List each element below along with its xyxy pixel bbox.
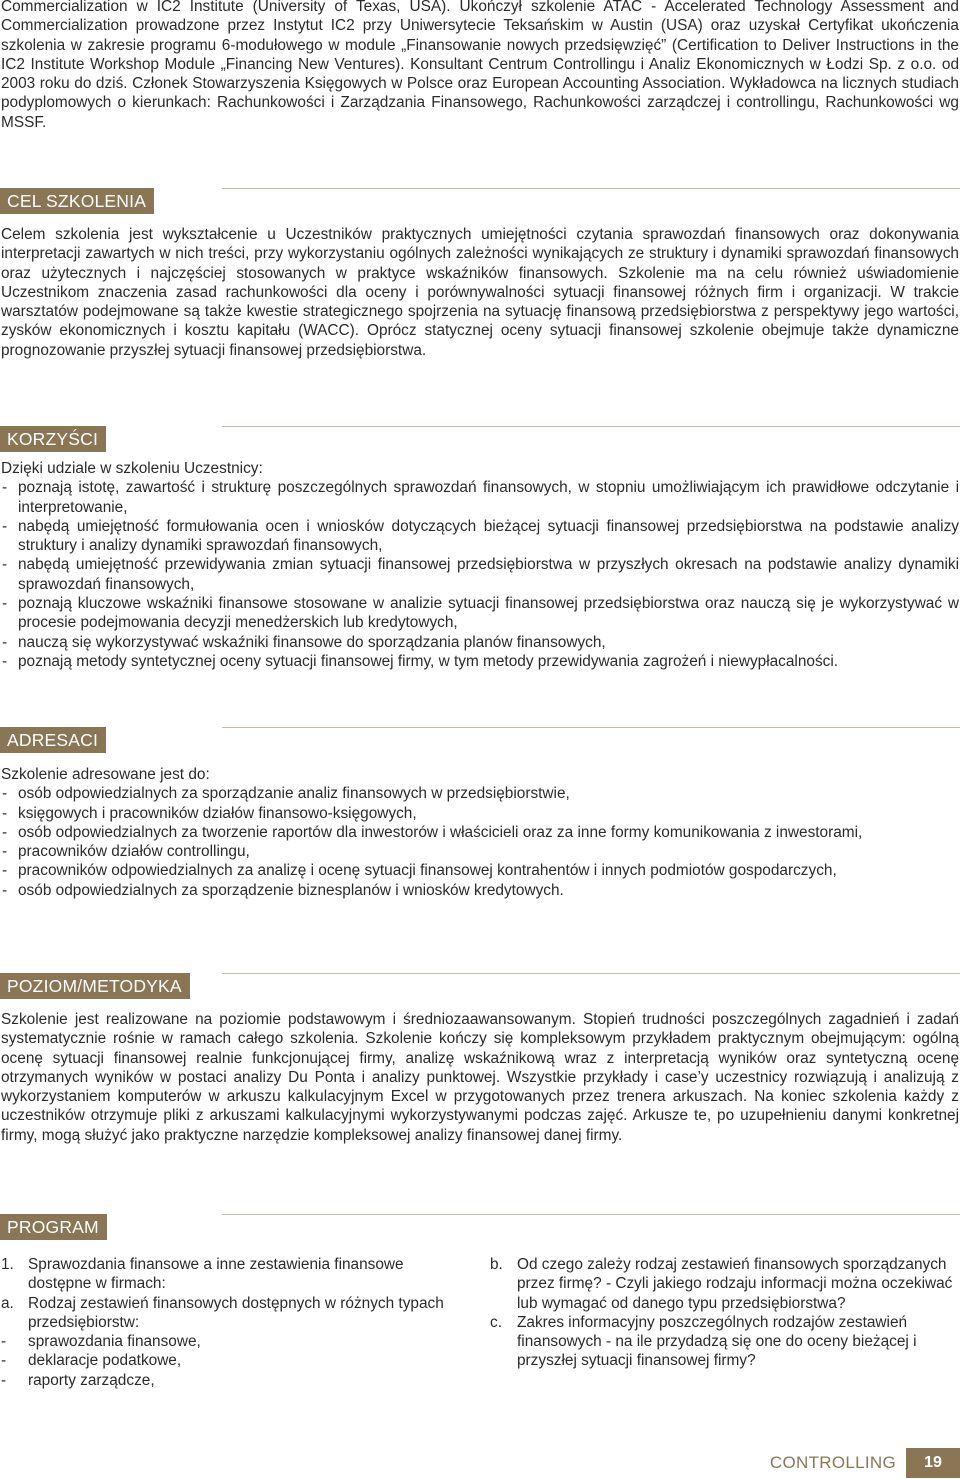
list-item: - nauczą się wykorzystywać wskaźniki finansowe do sporządzania planów finansowych, [1, 633, 959, 652]
program-item [1, 1255, 471, 1294]
list-item: - nabędą umiejętność przewidywania zmian sytuacji finansowej przedsiębiorstwa w przyszłych okresach na podstawie analizy dynamiki sprawozdań finansowych, [1, 555, 959, 594]
section-header-cel [0, 188, 960, 214]
adresaci-list [1, 784, 959, 900]
program-item [1, 1351, 471, 1370]
program-item-text: Zakres informacyjny poszczególnych rodzajów zestawień finansowych - na ile przydadzą się one do oceny bieżącej i przyszłej sytuacji finansowej firmy? [517, 1313, 917, 1370]
section-header-korzysci [0, 426, 960, 452]
section-title-program: PROGRAM [0, 1214, 107, 1240]
program-item [490, 1255, 958, 1313]
list-item: - osób odpowiedzialnych za sporządzenie biznesplanów i wniosków kredytowych. [1, 881, 959, 900]
adresaci-content [1, 765, 959, 900]
program-item-marker: - [1, 1371, 7, 1389]
program-item-marker: a. [1, 1294, 14, 1312]
list-item: - nabędą umiejętność formułowania ocen i wniosków dotyczących bieżącej sytuacji finansowej przedsiębiorstwa na podstawie analizy struktury i analizy dynamiki sprawozdań finansowych, [1, 517, 959, 556]
section-header-program [0, 1214, 960, 1240]
korzysci-list [1, 478, 959, 671]
list-item: - pracowników działów controllingu, [1, 842, 959, 861]
section-title-adresaci: ADRESACI [0, 727, 106, 753]
section-title-poziom: POZIOM/METODYKA [0, 973, 190, 999]
intro-paragraph: Commercialization w IC2 Institute (University of Texas, USA). Ukończył szkolenie ATAC - Accelerated Technology Assessment and Commercialization prowadzone przez Instytut IC2 przy Uniwersytecie Teksańskim w Austin (USA) oraz uzyskał Certyfikat ukończenia szkolenia w zakresie programu 6-modułowego w module „Finansowanie nowych przedsięwzięć” (Certification to Deliver Instructions in the IC2 Institute Workshop Module „Financing New Ventures). Konsultant Centrum Controllingu i Analiz Ekonomicznych w Łodzi Sp. z o.o. od 2003 roku do dziś. Członek Stowarzyszenia Księgowych w Polsce oraz European Accounting Association. Wykładowca na licznych studiach podyplomowych o kierunkach: Rachunkowości i Zarządzania Finansowego, Rachunkowości zarządczej i controllingu, Rachunkowości wg MSSF. [1, 0, 959, 131]
program-item-marker: 1. [1, 1256, 14, 1273]
list-item: - pracowników odpowiedzialnych za analizę i ocenę sytuacji finansowej kontrahentów i innych podmiotów gospodarczych, [1, 861, 959, 880]
program-item-text: deklaracje podatkowe, [28, 1352, 182, 1370]
list-item: - osób odpowiedzialnych za sporządzanie analiz finansowych w przedsiębiorstwie, [1, 784, 959, 803]
list-item: - poznają metody syntetycznej oceny sytuacji finansowej firmy, w tym metody przewidywania zagrożeń i niewypłacalności. [1, 652, 959, 671]
list-item: - poznają kluczowe wskaźniki finansowe stosowane w analizie sytuacji finansowej przedsiębiorstwa oraz nauczą się je wykorzystywać w procesie podejmowania decyzji menedżerskich lub kredytowych, [1, 594, 959, 633]
program-item-text: Sprawozdania finansowe a inne zestawienia finansowe dostępne w firmach: [28, 1256, 404, 1293]
program-item-marker: - [1, 1333, 7, 1351]
program-item [1, 1332, 471, 1351]
page-footer [770, 1448, 960, 1478]
section-title-cel: CEL SZKOLENIA [0, 188, 154, 214]
section-divider [222, 973, 960, 974]
list-item: - osób odpowiedzialnych za tworzenie raportów dla inwestorów i właścicieli oraz za inne formy komunikowania z inwestorami, [1, 823, 959, 842]
section-divider [222, 727, 960, 728]
korzysci-lead: Dzięki udziale w szkoleniu Uczestnicy: [1, 460, 263, 477]
list-item: - księgowych i pracowników działów finansowo-księgowych, [1, 804, 959, 823]
page-number: 19 [906, 1448, 960, 1478]
section-divider [222, 1214, 960, 1215]
program-item-marker: b. [490, 1256, 503, 1273]
section-title-korzysci: KORZYŚCI [0, 426, 106, 452]
program-item [1, 1294, 471, 1333]
section-divider [222, 188, 960, 189]
adresaci-lead: Szkolenie adresowane jest do: [1, 766, 210, 783]
program-item-marker: - [1, 1352, 7, 1370]
footer-brand: CONTROLLING [769, 1453, 896, 1473]
section-header-poziom [0, 973, 960, 999]
section-divider [222, 426, 960, 427]
program-item-text: raporty zarządcze, [28, 1371, 155, 1389]
section-header-adresaci [0, 727, 960, 753]
program-column-left [1, 1255, 471, 1390]
program-item-text: Rodzaj zestawień finansowych dostępnych w różnych typach przedsiębiorstw: [28, 1294, 444, 1331]
korzysci-content [1, 459, 959, 671]
program-item-text: Od czego zależy rodzaj zestawień finansowych sporządzanych przez firmę? - Czyli jakiego rodzaju informacji można oczekiwać lub wymagać od danego typu przedsiębiorstwa? [517, 1256, 953, 1312]
cel-paragraph: Celem szkolenia jest wykształcenie u Uczestników praktycznych umiejętności czytania sprawozdań finansowych oraz dokonywania interpretacji zawartych w nich treści, przy wykorzystaniu ogólnych zależności wynikających ze struktury i dynamiki sprawozdań finansowych oraz użytecznych i najczęściej stosowanych w praktyce wskaźników finansowych. Szkolenie ma na celu również uświadomienie Uczestnikom znaczenia zasad rachunkowości dla oceny i porównywalności sytuacji finansowej różnych firm i organizacji. W trakcie warsztatów podejmowane są także kwestie strategicznego spojrzenia na sytuację finansową przedsiębiorstwa z perspektywy jego wartości, zysków ekonomicznych i kosztu kapitału (WACC). Oprócz statycznej oceny sytuacji finansowej szkolenie obejmuje także dynamiczne prognozowanie przyszłej sytuacji finansowej przedsiębiorstwa. [1, 226, 959, 359]
poziom-paragraph: Szkolenie jest realizowane na poziomie podstawowym i średniozaawansowanym. Stopień trudności poszczególnych zagadnień i zadań systematycznie rośnie w ramach całego szkolenia. Szkolenie kończy się kompleksowym przykładem praktycznym obejmującym: ogólną ocenę sytuacji finansowej realnie funkcjonującej firmy, analizę wskaźnikową wraz z interpretacją wyników oraz syntetyczną ocenę otrzymanych wyników w postaci analizy Du Ponta i analizy punktowej. Wszystkie przykłady i case’y uczestnicy rozwiązują i analizują z wykorzystaniem komputerów w arkuszu kalkulacyjnym Excel w przygotowanych przez trenera arkuszach. Na koniec szkolenia każdy z uczestników otrzymuje pliki z arkuszami kalkulacyjnymi wykorzystywanymi podczas zajęć. Arkusze te, po uzupełnieniu danymi konkretnej firmy, mogą służyć jako praktyczne narzędzie kompleksowej analizy finansowej danej firmy. [1, 1011, 959, 1144]
program-column-right [490, 1255, 958, 1371]
program-item [490, 1313, 958, 1371]
program-item [1, 1371, 471, 1390]
program-item-text: sprawozdania finansowe, [28, 1333, 201, 1351]
list-item: - poznają istotę, zawartość i strukturę poszczególnych sprawozdań finansowych, w stopniu umożliwiającym ich prawidłowe odczytanie i interpretowanie, [1, 478, 959, 517]
program-item-marker: c. [490, 1313, 502, 1331]
